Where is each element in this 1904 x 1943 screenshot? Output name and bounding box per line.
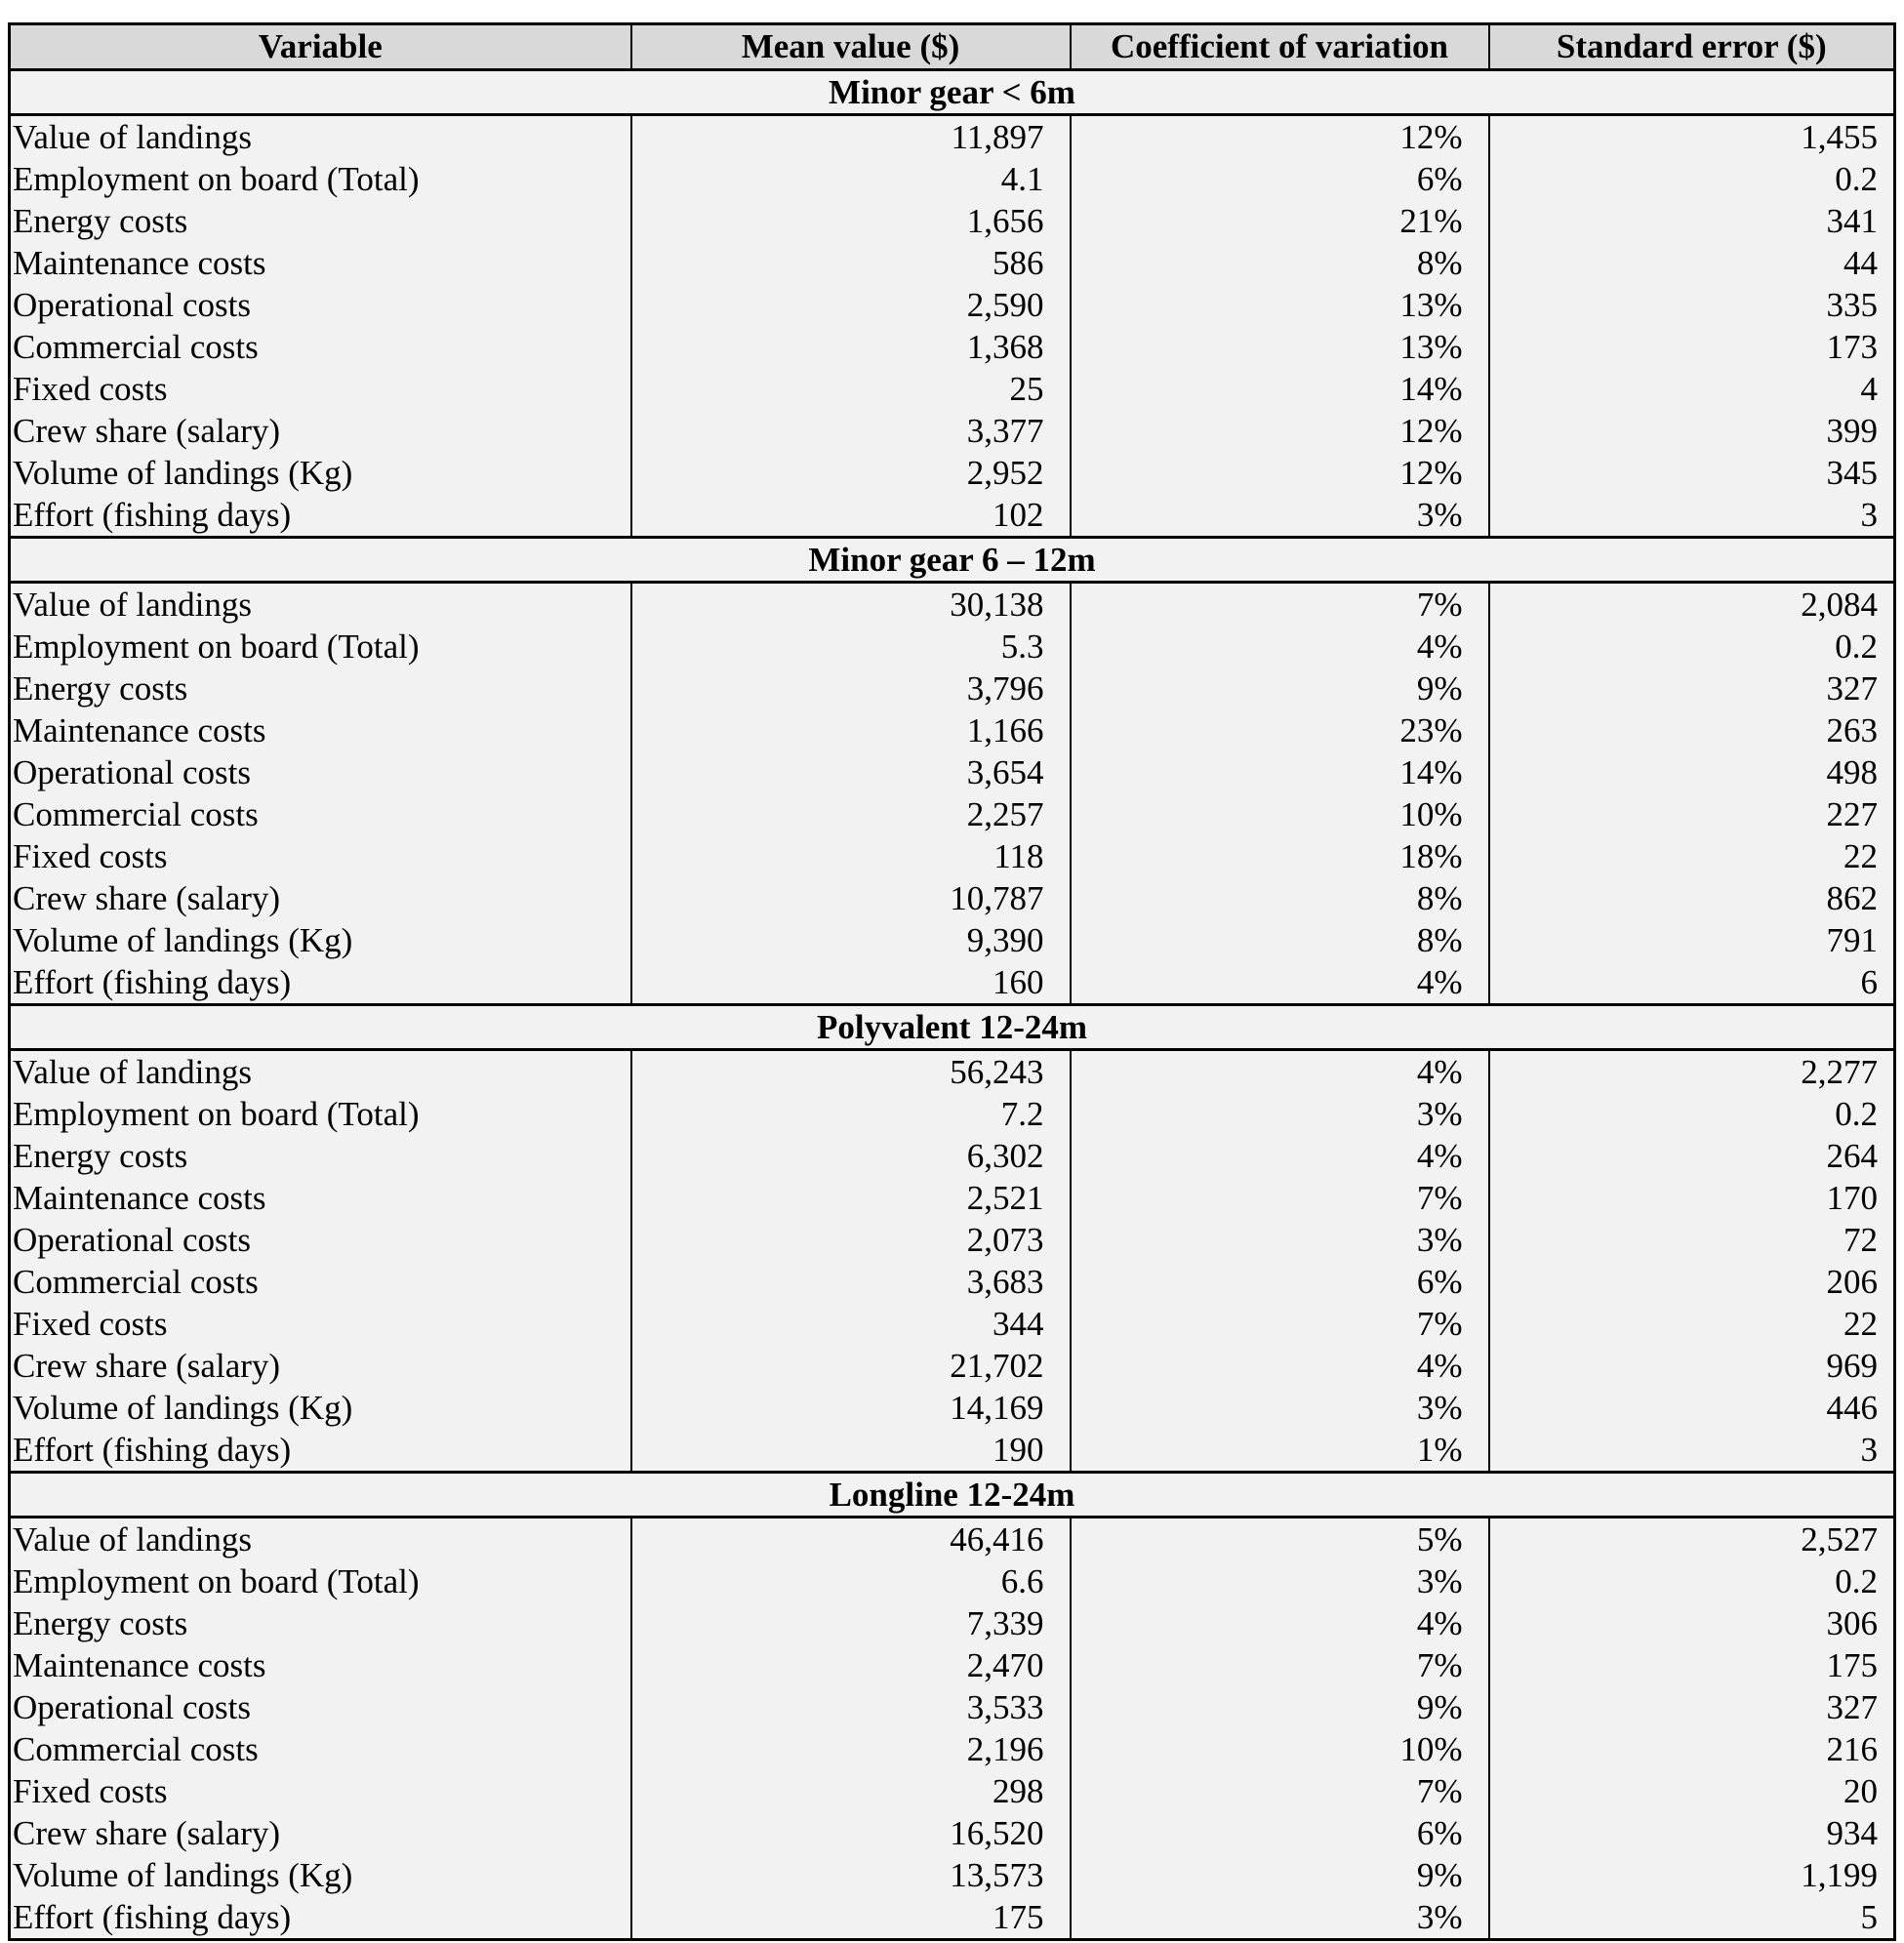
cell-coefficient-of-variation: 13% <box>1071 326 1489 368</box>
cell-coefficient-of-variation: 12% <box>1071 410 1489 452</box>
table-row <box>10 326 1895 368</box>
table-row <box>10 242 1895 284</box>
cell-standard-error: 498 <box>1489 751 1895 793</box>
fleet-economics-table-container <box>8 22 1893 1941</box>
cell-mean-value: 11,897 <box>631 115 1071 159</box>
cell-variable: Maintenance costs <box>13 244 266 282</box>
cell-coefficient-of-variation: 7% <box>1071 1644 1489 1686</box>
cell-standard-error: 791 <box>1489 919 1895 961</box>
cell-mean-value: 2,073 <box>631 1219 1071 1261</box>
cell-standard-error: 2,084 <box>1489 583 1895 627</box>
cell-variable: Value of landings <box>13 118 252 156</box>
cell-variable: Fixed costs <box>13 837 168 875</box>
cell-mean-value: 344 <box>631 1303 1071 1345</box>
cell-mean-value: 3,796 <box>631 668 1071 709</box>
cell-coefficient-of-variation: 4% <box>1071 961 1489 1005</box>
cell-coefficient-of-variation: 4% <box>1071 1602 1489 1644</box>
cell-standard-error: 341 <box>1489 200 1895 242</box>
cell-coefficient-of-variation: 9% <box>1071 1686 1489 1728</box>
cell-standard-error: 0.2 <box>1489 158 1895 200</box>
cell-variable: Commercial costs <box>13 328 259 366</box>
section-title: Polyvalent 12-24m <box>10 1005 1895 1050</box>
table-row <box>10 751 1895 793</box>
table-row <box>10 368 1895 410</box>
cell-variable: Value of landings <box>13 586 252 624</box>
cell-coefficient-of-variation: 3% <box>1071 1387 1489 1429</box>
cell-standard-error: 862 <box>1489 877 1895 919</box>
cell-standard-error: 72 <box>1489 1219 1895 1261</box>
cell-coefficient-of-variation: 14% <box>1071 751 1489 793</box>
cell-variable: Value of landings <box>13 1053 252 1091</box>
cell-standard-error: 335 <box>1489 284 1895 326</box>
table-row <box>10 919 1895 961</box>
cell-coefficient-of-variation: 6% <box>1071 158 1489 200</box>
table-row <box>10 1219 1895 1261</box>
cell-standard-error: 327 <box>1489 668 1895 709</box>
cell-standard-error: 170 <box>1489 1177 1895 1219</box>
section-row <box>10 1473 1895 1518</box>
cell-variable: Effort (fishing days) <box>13 1431 292 1469</box>
cell-standard-error: 264 <box>1489 1135 1895 1177</box>
header-variable: Variable <box>10 24 631 70</box>
cell-coefficient-of-variation: 4% <box>1071 1135 1489 1177</box>
cell-mean-value: 5.3 <box>631 626 1071 668</box>
cell-coefficient-of-variation: 8% <box>1071 919 1489 961</box>
cell-standard-error: 446 <box>1489 1387 1895 1429</box>
table-row <box>10 115 1895 159</box>
cell-coefficient-of-variation: 4% <box>1071 1345 1489 1387</box>
cell-standard-error: 22 <box>1489 1303 1895 1345</box>
cell-standard-error: 0.2 <box>1489 1560 1895 1602</box>
cell-variable: Energy costs <box>13 669 188 708</box>
cell-variable: Employment on board (Total) <box>13 627 420 666</box>
cell-mean-value: 3,683 <box>631 1261 1071 1303</box>
cell-mean-value: 1,166 <box>631 709 1071 751</box>
cell-standard-error: 3 <box>1489 1429 1895 1473</box>
cell-variable: Employment on board (Total) <box>13 160 420 198</box>
table-row <box>10 1896 1895 1940</box>
cell-coefficient-of-variation: 12% <box>1071 452 1489 494</box>
cell-standard-error: 227 <box>1489 793 1895 835</box>
cell-variable: Operational costs <box>13 286 251 324</box>
cell-coefficient-of-variation: 3% <box>1071 1560 1489 1602</box>
cell-variable: Commercial costs <box>13 1730 259 1768</box>
table-row <box>10 1644 1895 1686</box>
cell-variable: Effort (fishing days) <box>13 963 292 1001</box>
cell-mean-value: 3,377 <box>631 410 1071 452</box>
table-row <box>10 158 1895 200</box>
cell-mean-value: 3,533 <box>631 1686 1071 1728</box>
cell-coefficient-of-variation: 21% <box>1071 200 1489 242</box>
table-row <box>10 410 1895 452</box>
cell-coefficient-of-variation: 3% <box>1071 494 1489 538</box>
cell-variable: Effort (fishing days) <box>13 1898 292 1936</box>
cell-mean-value: 190 <box>631 1429 1071 1473</box>
cell-variable: Fixed costs <box>13 370 168 408</box>
table-row <box>10 1050 1895 1094</box>
cell-coefficient-of-variation: 9% <box>1071 1854 1489 1896</box>
cell-variable: Commercial costs <box>13 1263 259 1301</box>
cell-mean-value: 298 <box>631 1770 1071 1812</box>
cell-coefficient-of-variation: 7% <box>1071 1177 1489 1219</box>
cell-mean-value: 7,339 <box>631 1602 1071 1644</box>
section-row <box>10 538 1895 583</box>
cell-variable: Employment on board (Total) <box>13 1562 420 1600</box>
cell-standard-error: 934 <box>1489 1812 1895 1854</box>
cell-standard-error: 6 <box>1489 961 1895 1005</box>
cell-variable: Commercial costs <box>13 795 259 833</box>
cell-standard-error: 0.2 <box>1489 1093 1895 1135</box>
cell-variable: Crew share (salary) <box>13 879 281 917</box>
cell-standard-error: 20 <box>1489 1770 1895 1812</box>
cell-standard-error: 1,199 <box>1489 1854 1895 1896</box>
cell-mean-value: 25 <box>631 368 1071 410</box>
cell-variable: Fixed costs <box>13 1772 168 1810</box>
table-row <box>10 1177 1895 1219</box>
cell-coefficient-of-variation: 18% <box>1071 835 1489 877</box>
table-row <box>10 1135 1895 1177</box>
cell-mean-value: 2,952 <box>631 452 1071 494</box>
cell-mean-value: 7.2 <box>631 1093 1071 1135</box>
cell-coefficient-of-variation: 6% <box>1071 1812 1489 1854</box>
table-row <box>10 1303 1895 1345</box>
cell-standard-error: 969 <box>1489 1345 1895 1387</box>
cell-coefficient-of-variation: 6% <box>1071 1261 1489 1303</box>
cell-variable: Crew share (salary) <box>13 412 281 450</box>
table-row <box>10 494 1895 538</box>
cell-mean-value: 10,787 <box>631 877 1071 919</box>
table-row <box>10 835 1895 877</box>
cell-standard-error: 0.2 <box>1489 626 1895 668</box>
table-row <box>10 1728 1895 1770</box>
cell-variable: Volume of landings (Kg) <box>13 1389 353 1427</box>
table-row <box>10 709 1895 751</box>
cell-variable: Energy costs <box>13 1137 188 1175</box>
cell-coefficient-of-variation: 12% <box>1071 115 1489 159</box>
cell-coefficient-of-variation: 23% <box>1071 709 1489 751</box>
cell-mean-value: 6,302 <box>631 1135 1071 1177</box>
table-row <box>10 626 1895 668</box>
cell-coefficient-of-variation: 10% <box>1071 793 1489 835</box>
cell-mean-value: 56,243 <box>631 1050 1071 1094</box>
cell-coefficient-of-variation: 10% <box>1071 1728 1489 1770</box>
cell-variable: Value of landings <box>13 1520 252 1558</box>
cell-standard-error: 399 <box>1489 410 1895 452</box>
table-row <box>10 1854 1895 1896</box>
cell-standard-error: 2,277 <box>1489 1050 1895 1094</box>
cell-mean-value: 118 <box>631 835 1071 877</box>
cell-variable: Maintenance costs <box>13 1179 266 1217</box>
table-row <box>10 793 1895 835</box>
cell-standard-error: 306 <box>1489 1602 1895 1644</box>
cell-coefficient-of-variation: 13% <box>1071 284 1489 326</box>
table-row <box>10 452 1895 494</box>
cell-standard-error: 173 <box>1489 326 1895 368</box>
cell-variable: Maintenance costs <box>13 711 266 749</box>
table-row <box>10 1686 1895 1728</box>
cell-variable: Fixed costs <box>13 1305 168 1343</box>
cell-variable: Volume of landings (Kg) <box>13 454 353 492</box>
cell-coefficient-of-variation: 4% <box>1071 626 1489 668</box>
header-standard-error: Standard error ($) <box>1489 24 1895 70</box>
table-row <box>10 284 1895 326</box>
cell-mean-value: 4.1 <box>631 158 1071 200</box>
header-mean-value: Mean value ($) <box>631 24 1071 70</box>
cell-coefficient-of-variation: 9% <box>1071 668 1489 709</box>
cell-standard-error: 4 <box>1489 368 1895 410</box>
cell-mean-value: 13,573 <box>631 1854 1071 1896</box>
table-row <box>10 1345 1895 1387</box>
cell-mean-value: 2,521 <box>631 1177 1071 1219</box>
cell-coefficient-of-variation: 3% <box>1071 1093 1489 1135</box>
table-row <box>10 1429 1895 1473</box>
cell-variable: Volume of landings (Kg) <box>13 1856 353 1894</box>
table-row <box>10 1770 1895 1812</box>
cell-standard-error: 327 <box>1489 1686 1895 1728</box>
cell-variable: Operational costs <box>13 753 251 791</box>
cell-mean-value: 16,520 <box>631 1812 1071 1854</box>
table-row <box>10 1518 1895 1561</box>
cell-coefficient-of-variation: 14% <box>1071 368 1489 410</box>
cell-mean-value: 21,702 <box>631 1345 1071 1387</box>
cell-mean-value: 6.6 <box>631 1560 1071 1602</box>
cell-mean-value: 14,169 <box>631 1387 1071 1429</box>
cell-variable: Employment on board (Total) <box>13 1095 420 1133</box>
cell-standard-error: 22 <box>1489 835 1895 877</box>
header-row <box>10 24 1895 70</box>
cell-standard-error: 206 <box>1489 1261 1895 1303</box>
cell-coefficient-of-variation: 7% <box>1071 1770 1489 1812</box>
table-row <box>10 1560 1895 1602</box>
cell-mean-value: 1,368 <box>631 326 1071 368</box>
table-row <box>10 1387 1895 1429</box>
cell-variable: Crew share (salary) <box>13 1347 281 1385</box>
cell-standard-error: 263 <box>1489 709 1895 751</box>
section-row <box>10 1005 1895 1050</box>
cell-coefficient-of-variation: 7% <box>1071 1303 1489 1345</box>
cell-coefficient-of-variation: 8% <box>1071 877 1489 919</box>
cell-standard-error: 3 <box>1489 494 1895 538</box>
cell-mean-value: 3,654 <box>631 751 1071 793</box>
cell-mean-value: 175 <box>631 1896 1071 1940</box>
table-row <box>10 1812 1895 1854</box>
cell-standard-error: 44 <box>1489 242 1895 284</box>
cell-mean-value: 30,138 <box>631 583 1071 627</box>
cell-mean-value: 46,416 <box>631 1518 1071 1561</box>
cell-mean-value: 9,390 <box>631 919 1071 961</box>
cell-variable: Volume of landings (Kg) <box>13 921 353 959</box>
table-body <box>10 70 1895 1940</box>
cell-standard-error: 1,455 <box>1489 115 1895 159</box>
cell-mean-value: 2,196 <box>631 1728 1071 1770</box>
section-title: Longline 12-24m <box>10 1473 1895 1518</box>
table-row <box>10 1261 1895 1303</box>
section-row <box>10 70 1895 115</box>
cell-coefficient-of-variation: 3% <box>1071 1896 1489 1940</box>
cell-standard-error: 345 <box>1489 452 1895 494</box>
table-row <box>10 1602 1895 1644</box>
cell-mean-value: 2,470 <box>631 1644 1071 1686</box>
cell-mean-value: 586 <box>631 242 1071 284</box>
cell-variable: Energy costs <box>13 1604 188 1642</box>
cell-standard-error: 175 <box>1489 1644 1895 1686</box>
section-title: Minor gear < 6m <box>10 70 1895 115</box>
cell-variable: Operational costs <box>13 1688 251 1726</box>
cell-variable: Crew share (salary) <box>13 1814 281 1852</box>
cell-mean-value: 1,656 <box>631 200 1071 242</box>
cell-coefficient-of-variation: 7% <box>1071 583 1489 627</box>
cell-coefficient-of-variation: 3% <box>1071 1219 1489 1261</box>
cell-coefficient-of-variation: 5% <box>1071 1518 1489 1561</box>
cell-variable: Operational costs <box>13 1221 251 1259</box>
cell-mean-value: 2,257 <box>631 793 1071 835</box>
cell-standard-error: 216 <box>1489 1728 1895 1770</box>
cell-variable: Energy costs <box>13 202 188 240</box>
table-row <box>10 200 1895 242</box>
fleet-economics-table <box>8 22 1896 1941</box>
table-header <box>10 24 1895 70</box>
cell-coefficient-of-variation: 4% <box>1071 1050 1489 1094</box>
cell-standard-error: 2,527 <box>1489 1518 1895 1561</box>
cell-mean-value: 2,590 <box>631 284 1071 326</box>
cell-coefficient-of-variation: 8% <box>1071 242 1489 284</box>
cell-mean-value: 160 <box>631 961 1071 1005</box>
section-title: Minor gear 6 – 12m <box>10 538 1895 583</box>
cell-variable: Effort (fishing days) <box>13 496 292 534</box>
header-coefficient-of-variation: Coefficient of variation <box>1071 24 1489 70</box>
cell-mean-value: 102 <box>631 494 1071 538</box>
table-row <box>10 877 1895 919</box>
cell-standard-error: 5 <box>1489 1896 1895 1940</box>
table-row <box>10 961 1895 1005</box>
cell-variable: Maintenance costs <box>13 1646 266 1684</box>
table-row <box>10 583 1895 627</box>
table-row <box>10 668 1895 709</box>
cell-coefficient-of-variation: 1% <box>1071 1429 1489 1473</box>
table-row <box>10 1093 1895 1135</box>
